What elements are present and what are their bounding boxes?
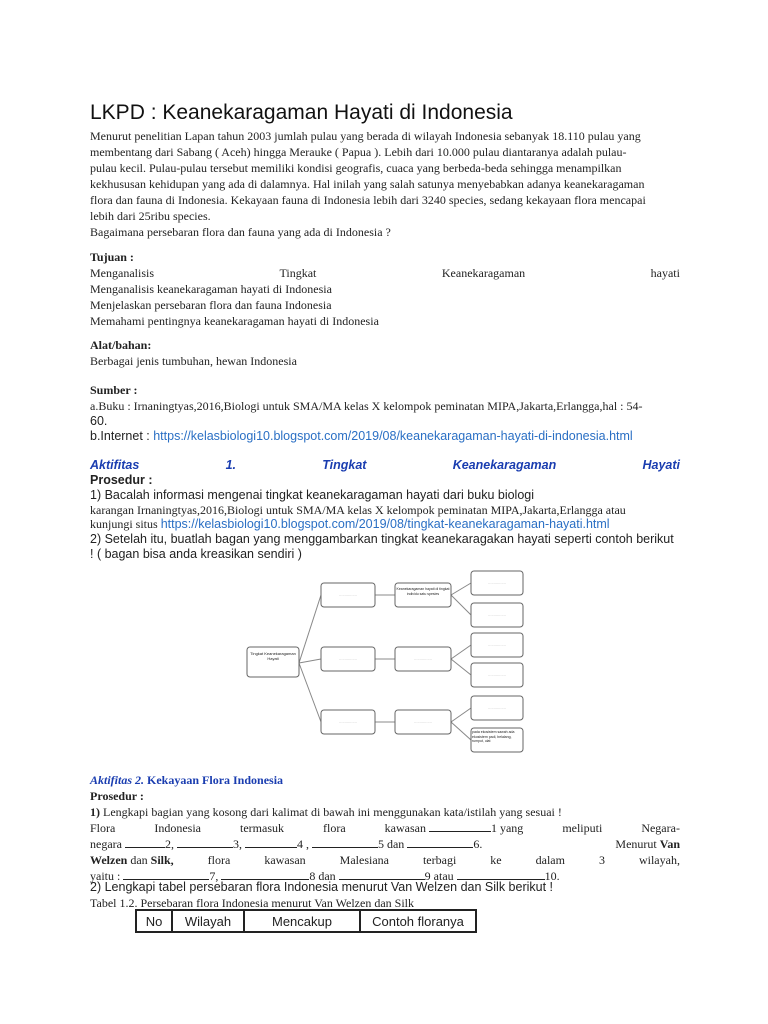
diagram-placeholder: ................ bbox=[488, 705, 506, 710]
sumber-internet: b.Internet : https://kelasbiologi10.blogspot.com/2019/08/keanekaragaman-hayati-di-indonesia.html bbox=[90, 429, 633, 443]
aktifitas2-step2: 2) Lengkapi tabel persebaran flora Indonesia menurut Van Welzen dan Silk berikut ! bbox=[90, 880, 554, 894]
intro-paragraph bbox=[90, 128, 646, 240]
aktifitas2-title: Aktifitas 2. Kekayaan Flora Indonesia bbox=[90, 773, 284, 787]
sumber-buku: a.Buku : Irnaningtyas,2016,Biologi untuk SMA/MA kelas X kelompok peminatan MIPA,Jakarta,Erlangga,hal : 54- bbox=[90, 399, 643, 413]
diagram-root-label: Tingkat Keanekaragaman Hayati bbox=[250, 651, 296, 661]
diagram-placeholder: ................ bbox=[414, 719, 432, 724]
table-header: Mencakup bbox=[244, 910, 360, 932]
blank-3[interactable] bbox=[177, 836, 233, 848]
tujuan-item: Menganalisis keanekaragaman hayati di Indonesia bbox=[90, 282, 332, 296]
tujuan-line: Menganalisis Tingkat Keanekaragaman hayati bbox=[90, 266, 680, 280]
aktifitas1-steps: 1) Bacalah informasi mengenai tingkat keanekaragaman hayati dari buku biologi karangan Irnaningtyas,2016,Biologi untuk SMA/MA kelas X kelompok peminatan MIPA,Jakarta,Erlangga atau kunjungi situs https://kelasbiologi10.blogspot.com/2019/08/tingkat-keanekaragaman-hayati.html 2) Setelah itu, buatlah bagan yang menggambarkan tingkat keanekaragakan hayati seperti contoh berikut ! ( bagan bisa anda kreasikan sendiri ) bbox=[90, 488, 690, 562]
aktifitas2-step1: 1) Lengkapi bagian yang kosong dari kalimat di bawah ini menggunakan kata/istilah yang sesuai ! Flora Indonesia termasuk flora kawasan 1 yang meliputi Negara- negara 2, 3, 4 , 5 dan 6. Menurut Van Welzen dan Silk, flora kawasan Malesiana terbagi ke dalam 3 wilayah, yaitu : 7, 8 dan 9 atau 10. bbox=[90, 805, 680, 883]
blank-4[interactable] bbox=[245, 836, 297, 848]
aktifitas2-prosedur: Prosedur : bbox=[90, 789, 144, 803]
table-caption: Tabel 1.2. Persebaran flora Indonesia menurut Van Welzen dan Silk bbox=[90, 896, 414, 910]
blank-8[interactable] bbox=[221, 868, 309, 880]
step1-text: 1) Bacalah informasi mengenai tingkat keanekaragaman hayati dari buku biologi bbox=[90, 488, 535, 502]
aktifitas1-title: Aktifitas 1. Tingkat Keanekaragaman Hayati bbox=[90, 458, 680, 472]
table-header: Wilayah bbox=[172, 910, 244, 932]
sumber-section bbox=[90, 382, 137, 398]
fill-line: Flora Indonesia termasuk flora kawasan 1 yang meliputi Negara- bbox=[90, 821, 680, 835]
tujuan-item: Menjelaskan persebaran flora dan fauna Indonesia bbox=[90, 298, 332, 312]
step2-text: 2) Setelah itu, buatlah bagan yang menggambarkan tingkat keanekaragakan hayati seperti contoh berikut bbox=[90, 532, 674, 546]
alat-heading: Alat/bahan: bbox=[90, 338, 152, 352]
page-title: LKPD : Keanekaragaman Hayati di Indonesia bbox=[90, 101, 513, 124]
intro-line: lebih dari 25ribu species. bbox=[90, 209, 211, 223]
tujuan-heading: Tujuan : bbox=[90, 250, 134, 264]
diagram-placeholder: ................ bbox=[339, 719, 357, 724]
blank-5[interactable] bbox=[312, 836, 378, 848]
intro-line: Menurut penelitian Lapan tahun 2003 jumlah pulau yang berada di wilayah Indonesia sebanyak 18.110 pulau yang bbox=[90, 129, 641, 143]
step1-text: karangan Irnaningtyas,2016,Biologi untuk SMA/MA kelas X kelompok peminatan MIPA,Jakarta,Erlangga atau bbox=[90, 503, 626, 517]
diagram-placeholder: ................ bbox=[339, 592, 357, 597]
diagram-label: Keanekaragaman hayati di tingkat individu satu spesies bbox=[396, 587, 450, 596]
table-header: No bbox=[136, 910, 172, 932]
sumber-buku-cont: 60. bbox=[90, 414, 108, 428]
sumber-heading: Sumber : bbox=[90, 383, 138, 397]
diagram-placeholder: ................ bbox=[488, 672, 506, 677]
fill-line: yaitu : 7, 8 dan 9 atau 10. bbox=[90, 869, 560, 883]
step1-link[interactable]: https://kelasbiologi10.blogspot.com/2019/08/tingkat-keanekaragaman-hayati.html bbox=[160, 517, 610, 531]
fill-line: Welzen dan Silk, flora kawasan Malesiana terbagi ke dalam 3 wilayah, bbox=[90, 853, 680, 867]
diagram-placeholder: ................ bbox=[339, 656, 357, 661]
diagram-placeholder: ................ bbox=[414, 656, 432, 661]
intro-question: Bagaimana persebaran flora dan fauna yang ada di Indonesia ? bbox=[90, 225, 391, 239]
blank-7[interactable] bbox=[123, 868, 209, 880]
intro-line: pulau kecil. Pulau-pulau tersebut memiliki kondisi geografis, cuaca yang berbeda-beda sehingga menampilkan bbox=[90, 161, 622, 175]
blank-1[interactable] bbox=[429, 820, 491, 832]
diagram-placeholder: ................ bbox=[488, 580, 506, 585]
sumber-internet-link[interactable]: https://kelasbiologi10.blogspot.com/2019/08/keanekaragaman-hayati-di-indonesia.html bbox=[153, 429, 633, 443]
intro-line: membentang dari Sabang ( Aceh) hingga Merauke ( Papua ). Lebih dari 10.000 pulau diantaranya adalah pulau- bbox=[90, 145, 627, 159]
blank-10[interactable] bbox=[457, 868, 545, 880]
table-header-row bbox=[136, 910, 476, 932]
intro-line: kekhususan kehidupan yang ada di dalamnya. Hal inilah yang salah satunya menyebabkan adanya keanekaragaman bbox=[90, 177, 645, 191]
tujuan-section bbox=[90, 249, 680, 329]
fill-line: negara 2, 3, 4 , 5 dan 6. Menurut Van bbox=[90, 837, 680, 851]
diagram-label: pada ekosistem sawah ada ekosistem padi, belalang, rumput, ulat bbox=[472, 730, 515, 743]
alat-section bbox=[90, 337, 297, 369]
diagram-placeholder: ................ bbox=[488, 612, 506, 617]
step2-text: ! ( bagan bisa anda kreasikan sendiri ) bbox=[90, 547, 302, 561]
diversity-diagram bbox=[245, 565, 525, 760]
table-header: Contoh floranya bbox=[360, 910, 476, 932]
flora-table bbox=[135, 909, 477, 933]
aktifitas1-prosedur: Prosedur : bbox=[90, 473, 153, 487]
intro-line: flora dan fauna di Indonesia. Kekayaan fauna di Indonesia lebih dari 3240 species, sedang kekayaan flora mencapai bbox=[90, 193, 646, 207]
sumber-list bbox=[90, 399, 680, 444]
blank-9[interactable] bbox=[339, 868, 425, 880]
blank-6[interactable] bbox=[407, 836, 473, 848]
blank-2[interactable] bbox=[125, 836, 165, 848]
tujuan-item: Memahami pentingnya keanekaragaman hayati di Indonesia bbox=[90, 314, 379, 328]
alat-text: Berbagai jenis tumbuhan, hewan Indonesia bbox=[90, 354, 297, 368]
diagram-placeholder: ................ bbox=[488, 642, 506, 647]
